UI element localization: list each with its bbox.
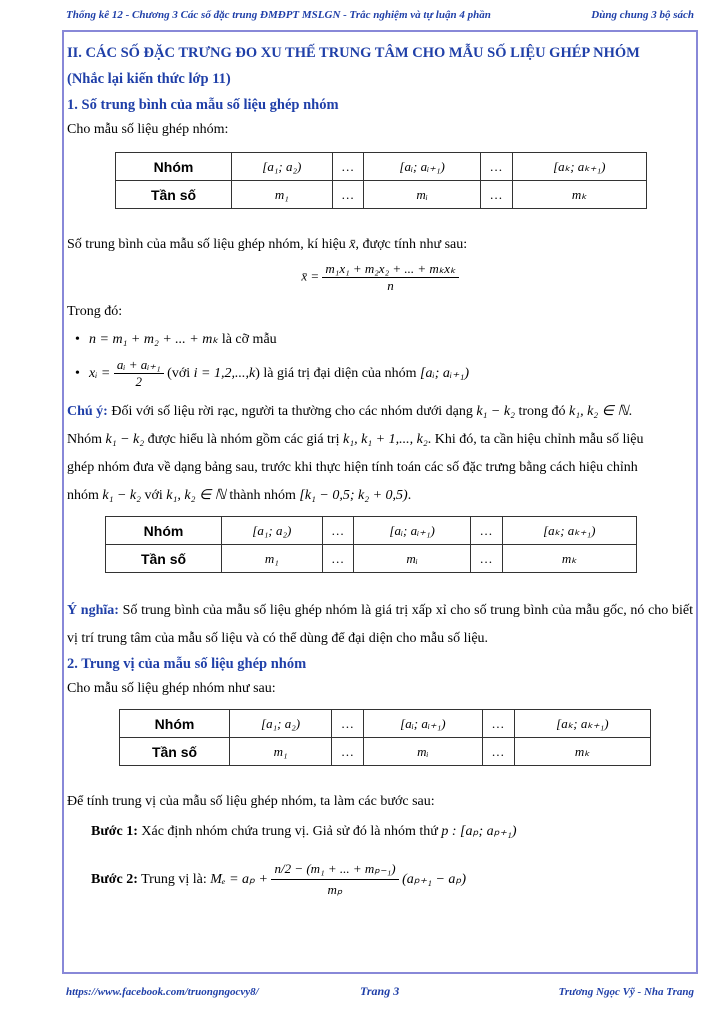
note-paragraph: Chú ý: Đối với số liệu rời rạc, người ta thường cho các nhóm dưới dạng k₁ − k₂ trong đó k₁, k₂ ∈ ℕ. Nhóm k₁ − k₂ được hiểu là nhóm gồm các giá trị k₁, k₁ + 1,..., k₂. Khi đó, ta cần hiệu chỉnh mẫu số liệu ghép nhóm đưa về dạng bảng sau, trước khi thực hiện tính toán các số đặc trưng bằng cách hiệu chỉnh nhóm k₁ − k₂ với k₁, k₂ ∈ ℕ thành nhóm [k₁ − 0,5; k₂ + 0,5).	[67, 404, 644, 503]
median-fraction: $\frac{\text{n/2 − (m₁ + ... + mₚ₋₁)}}{\text{mₚ}}$	[271, 859, 398, 900]
table-cell: m₁	[230, 738, 332, 766]
midpoint-fraction: $\frac{\text{aᵢ + aᵢ₊₁}}{2}$	[114, 357, 164, 390]
table-cell: [a₁; a₂)	[230, 710, 332, 738]
table-cell: …	[332, 181, 364, 209]
table-row-label: Nhóm	[116, 153, 232, 181]
mean-fraction: $\frac{\text{m₁x₁ + m₂x₂ + ... + mₖxₖ}}{n}$	[322, 261, 458, 294]
section-recall: (Nhắc lại kiến thức lớp 11)	[67, 71, 231, 87]
table-row-label: Tần số	[120, 738, 230, 766]
steps-intro: Để tính trung vị của mẫu số liệu ghép nhóm, ta làm các bước sau:	[67, 794, 435, 809]
part2-heading: 2. Trung vị của mẫu số liệu ghép nhóm	[67, 656, 307, 672]
meaning-label: Ý nghĩa:	[67, 603, 119, 618]
table-cell: [a₁; a₂)	[232, 153, 333, 181]
table-cell: [aᵢ; aᵢ₊₁)	[354, 517, 471, 545]
table-cell: [a₁; a₂)	[222, 517, 323, 545]
page-content	[67, 34, 693, 908]
mean-formula: x̄ = $\frac{\text{m₁x₁ + m₂x₂ + ... + mₖxₖ}}{n}$	[67, 261, 693, 294]
table-cell: [aₖ; aₖ₊₁)	[502, 517, 636, 545]
group-table-3	[119, 709, 651, 766]
part1-intro: Cho mẫu số liệu ghép nhóm:	[67, 122, 229, 137]
table-cell: m₁	[232, 181, 333, 209]
table-cell: [aᵢ; aᵢ₊₁)	[364, 153, 481, 181]
table-cell: m₁	[222, 545, 323, 573]
table-cell: …	[471, 517, 503, 545]
step-1: Bước 1: Xác định nhóm chứa trung vị. Giả sử đó là nhóm thứ p : [aₚ; aₚ₊₁)	[91, 824, 517, 839]
table-cell: …	[482, 710, 514, 738]
step-2: Bước 2: Trung vị là: Mₑ = aₚ + $\frac{\text{n/2 − (m₁ + ... + mₚ₋₁)}}{\text{mₚ}}$ (aₚ₊₁ − aₚ)	[67, 852, 693, 908]
table-cell: …	[332, 710, 364, 738]
group-table-1	[115, 152, 647, 209]
part1-heading: 1. Số trung bình của mẫu số liệu ghép nhóm	[67, 97, 339, 113]
table-cell: …	[481, 153, 513, 181]
table-cell: …	[481, 181, 513, 209]
table-row-label: Nhóm	[106, 517, 222, 545]
step-1-label: Bước 1:	[91, 824, 138, 839]
group-table-2	[105, 516, 637, 573]
footer-link[interactable]: https://www.facebook.com/truongngocvy8/	[66, 986, 259, 998]
table-cell: mₖ	[512, 181, 646, 209]
footer-author: Trương Ngọc Vỹ - Nha Trang	[558, 986, 694, 998]
table-row-label: Tần số	[116, 181, 232, 209]
table-cell: [aₖ; aₖ₊₁)	[512, 153, 646, 181]
page-header	[66, 9, 694, 25]
table-cell: mᵢ	[364, 738, 483, 766]
page-number: Trang 3	[360, 984, 400, 998]
where-label: Trong đó:	[67, 304, 123, 319]
table-cell: mₖ	[502, 545, 636, 573]
note-label: Chú ý:	[67, 404, 108, 419]
table-cell: …	[322, 517, 354, 545]
table-cell: …	[482, 738, 514, 766]
table-row-label: Tần số	[106, 545, 222, 573]
bullet-sample-size: • n = m₁ + m₂ + ... + mₖ là cỡ mẫu	[67, 326, 693, 354]
table-cell: [aₖ; aₖ₊₁)	[514, 710, 650, 738]
table-cell: …	[332, 738, 364, 766]
table-row-label: Nhóm	[120, 710, 230, 738]
meaning-paragraph: Ý nghĩa: Số trung bình của mẫu số liệu ghép nhóm là giá trị xấp xỉ cho số trung bình của mẫu gốc, nó cho biết vị trí trung tâm của mẫu số liệu và có thể dùng để đại diện cho mẫu số liệu.	[67, 603, 693, 646]
bullet-representative-value: • xᵢ = $\frac{\text{aᵢ + aᵢ₊₁}}{2}$ (với i = 1,2,...,k) là giá trị đại diện của nhóm [aᵢ; aᵢ₊₁)	[67, 354, 693, 394]
table-cell: mᵢ	[354, 545, 471, 573]
table-cell: mᵢ	[364, 181, 481, 209]
table-cell: …	[332, 153, 364, 181]
header-right-text: Dùng chung 3 bộ sách	[591, 9, 694, 21]
mean-symbol: x̄	[349, 237, 356, 252]
page-footer	[66, 986, 694, 1002]
part2-intro: Cho mẫu số liệu ghép nhóm như sau:	[67, 681, 276, 696]
table-cell: mₖ	[514, 738, 650, 766]
step-2-label: Bước 2:	[91, 872, 138, 887]
section-title: II. CÁC SỐ ĐẶC TRƯNG ĐO XU THẾ TRUNG TÂM CHO MẪU SỐ LIỆU GHÉP NHÓM	[67, 45, 640, 61]
table-cell: …	[322, 545, 354, 573]
table-cell: …	[471, 545, 503, 573]
mean-definition: Số trung bình của mẫu số liệu ghép nhóm, kí hiệu x̄, được tính như sau:	[67, 237, 468, 252]
header-left-text: Thống kê 12 - Chương 3 Các số đặc trung ĐMĐPT MSLGN - Trắc nghiệm và tự luận 4 phần	[66, 9, 491, 21]
table-cell: [aᵢ; aᵢ₊₁)	[364, 710, 483, 738]
